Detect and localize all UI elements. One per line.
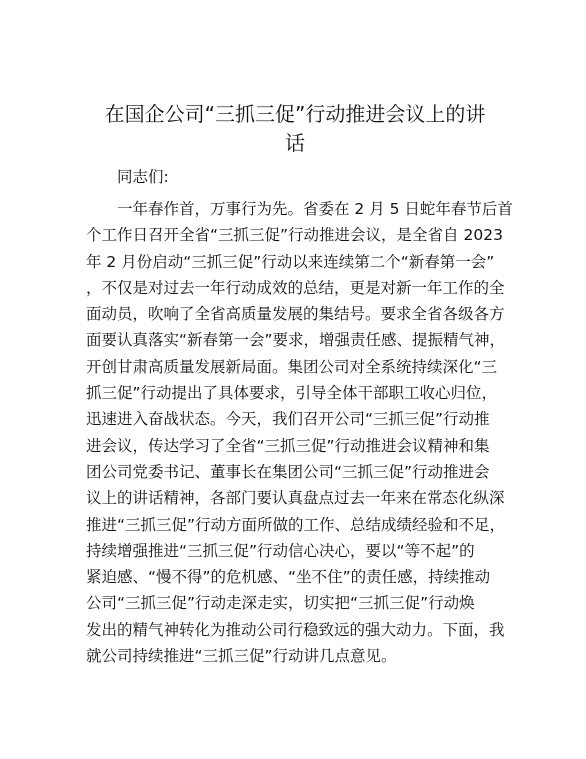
paragraph-line: 推进“三抓三促”行动方面所做的工作、总结成绩经验和不足， [86, 515, 506, 534]
paragraph-line: 开创甘肃高质量发展新局面。集团公司对全系统持续深化“三 [86, 357, 498, 376]
paragraph-line: 年 2 月份启动“三抓三促”行动以来连续第二个“新春第一会” [86, 252, 495, 271]
paragraph-line: 发出的精气神转化为推动公司行稳致远的强大动力。下面，我 [86, 620, 505, 639]
paragraph-line: ，不仅是对过去一年行动成效的总结，更是对新一年工作的全 [86, 278, 505, 297]
body-paragraph [86, 196, 526, 669]
paragraph-line: 迅速进入奋战状态。今天，我们召开公司“三抓三促”行动推 [86, 410, 490, 429]
document-title [80, 100, 510, 158]
paragraph-line: 持续增强推进“三抓三促”行动信心决心，要以“等不起”的 [86, 541, 475, 560]
paragraph-line: 进会议，传达学习了全省“三抓三促”行动推进会议精神和集 [86, 436, 490, 455]
paragraph-line: 就公司持续推进“三抓三促”行动讲几点意见。 [86, 647, 397, 666]
paragraph-line: 面要认真落实“新春第一会”要求，增强责任感、提振精气神， [86, 331, 506, 350]
paragraph-line: 议上的讲话精神，各部门要认真盘点过去一年来在常态化纵深 [86, 489, 505, 508]
document-title-line-2: 话 [285, 131, 305, 155]
paragraph-line: 公司“三抓三促”行动走深走实，切实把“三抓三促”行动焕 [86, 594, 475, 613]
paragraph-line: 紧迫感、“慢不得”的危机感、“坐不住”的责任感，持续推动 [86, 568, 491, 587]
paragraph-line: 面动员，吹响了全省高质量发展的集结号。要求全省各级各方 [86, 305, 505, 324]
document-title-line-1: 在国企公司“三抓三促”行动推进会议上的讲 [104, 102, 486, 126]
paragraph-line: 团公司党委书记、董事长在集团公司“三抓三促”行动推进会 [86, 462, 490, 481]
paragraph-line: 一年春作首，万事行为先。省委在 2 月 5 日蛇年春节后首 [117, 200, 513, 218]
salutation: 同志们: [117, 168, 169, 186]
paragraph-line: 个工作日召开全省“三抓三促”行动推进会议，是全省自 2023 [86, 226, 503, 245]
paragraph-line: 抓三促”行动提出了具体要求，引导全体干部职工收心归位， [86, 384, 498, 403]
